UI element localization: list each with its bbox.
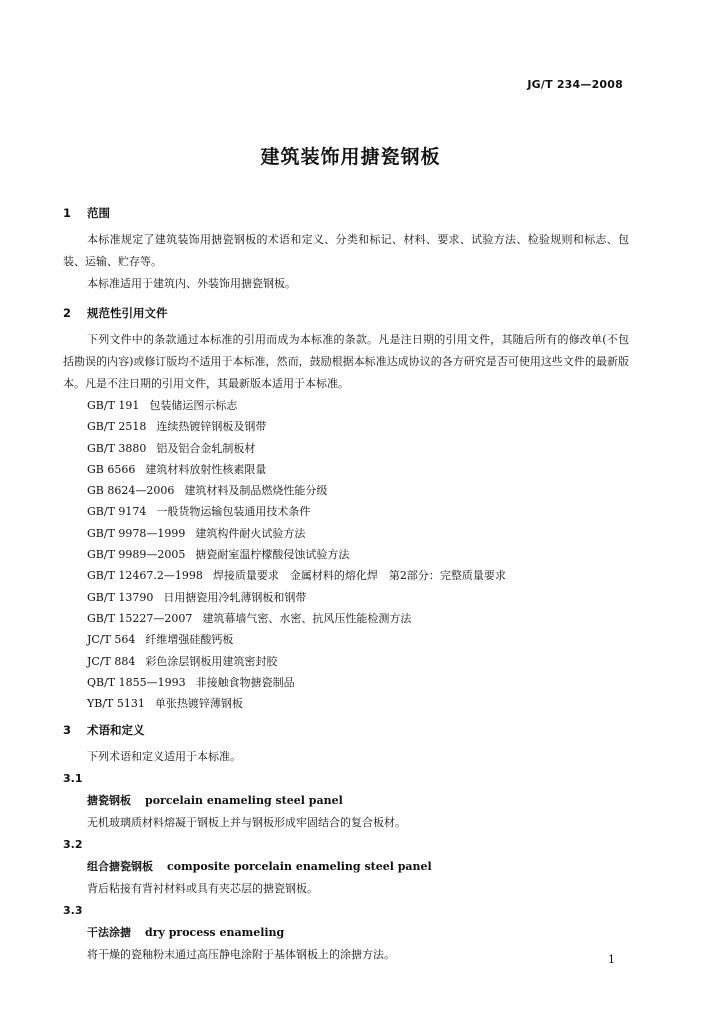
reference-title: 单张热镀锌薄钢板 <box>154 697 243 711</box>
reference-code: GB/T 15227—2007 <box>87 611 193 625</box>
term-english: dry process enameling <box>145 926 285 940</box>
section-2-heading <box>63 303 629 323</box>
reference-item <box>63 501 629 522</box>
reference-title: 包装储运图示标志 <box>149 399 238 412</box>
reference-item <box>63 565 629 586</box>
reference-title: 日用搪瓷用冷轧薄钢板和钢带 <box>163 590 307 604</box>
term-chinese: 干法涂搪 <box>87 926 131 940</box>
reference-code: GB 8624—2006 <box>87 484 175 498</box>
term-names <box>63 790 629 812</box>
reference-title: 铝及铝合金轧制板材 <box>156 441 256 455</box>
reference-code: GB/T 191 <box>87 399 140 412</box>
term-number: 3.3 <box>63 904 83 918</box>
reference-code: GB/T 2518 <box>87 420 147 434</box>
reference-title: 建筑构件耐火试验方法 <box>195 526 306 540</box>
scope-paragraph-2: 本标准适用于建筑内、外装饰用搪瓷钢板。 <box>87 277 296 290</box>
section-number: 2 <box>63 306 72 320</box>
reference-title: 彩色涂层钢板用建筑密封胶 <box>145 654 278 668</box>
term-names <box>63 922 629 944</box>
term-chinese: 组合搪瓷钢板 <box>87 860 153 874</box>
section-title: 范围 <box>87 206 110 220</box>
terms-intro: 下列术语和定义适用于本标准。 <box>87 750 241 764</box>
section-title: 术语和定义 <box>87 723 145 738</box>
reference-code: GB/T 13790 <box>87 590 154 604</box>
reference-item <box>63 693 629 714</box>
reference-code: YB/T 5131 <box>87 697 145 711</box>
reference-item <box>63 480 629 501</box>
reference-code: GB 6566 <box>87 462 136 476</box>
references-intro: 下列文件中的条款通过本标准的引用而成为本标准的条款。凡是注日期的引用文件，其随后所有的修改单(不包括勘误的内容)或修订版均不适用于本标准，然而，鼓励根据本标准达成协议的各方研究是否可使用这些文件的最新版本。凡是不注日期的引用文件，其最新版本适用于本标准。 <box>63 333 629 390</box>
reference-item <box>63 416 629 437</box>
reference-title: 非接触食物搪瓷制品 <box>195 675 295 689</box>
reference-item <box>63 544 629 565</box>
reference-code: JC/T 884 <box>87 654 136 668</box>
term-chinese: 搪瓷钢板 <box>87 794 131 808</box>
reference-item <box>63 651 629 672</box>
reference-item <box>63 523 629 544</box>
section-1-heading <box>63 203 629 223</box>
term-english: porcelain enameling steel panel <box>145 794 343 808</box>
reference-code: GB/T 12467.2—1998 <box>87 569 203 583</box>
reference-code: JC/T 564 <box>87 633 136 647</box>
term-definition: 将干燥的瓷釉粉末通过高压静电涂附于基体钢板上的涂搪方法。 <box>87 948 395 962</box>
section-title: 规范性引用文件 <box>87 306 168 320</box>
reference-code: GB/T 9174 <box>87 505 147 519</box>
term-entry <box>63 834 629 900</box>
document-title: 建筑装饰用搪瓷钢板 <box>260 146 441 168</box>
term-entry <box>63 768 629 834</box>
reference-item <box>63 438 629 459</box>
reference-title: 搪瓷耐室温柠檬酸侵蚀试验方法 <box>195 548 350 562</box>
term-names <box>63 856 629 878</box>
reference-code: GB/T 9989—2005 <box>87 548 186 562</box>
standard-code: JG/T 234—2008 <box>527 78 623 91</box>
term-english: composite porcelain enameling steel panel <box>167 860 432 874</box>
reference-title: 焊接质量要求 金属材料的熔化焊 第2部分：完整质量要求 <box>212 569 506 583</box>
section-3-heading <box>63 720 629 740</box>
section-number: 3 <box>63 723 72 738</box>
reference-item <box>63 587 629 608</box>
reference-title: 建筑材料放射性核素限量 <box>145 462 267 476</box>
reference-code: GB/T 9978—1999 <box>87 526 186 540</box>
reference-code: GB/T 3880 <box>87 441 147 455</box>
reference-item <box>63 672 629 693</box>
reference-item <box>63 459 629 480</box>
reference-title: 建筑幕墙气密、水密、抗风压性能检测方法 <box>202 611 412 625</box>
reference-item <box>63 629 629 650</box>
term-entry <box>63 900 629 966</box>
reference-title: 纤维增强硅酸钙板 <box>145 633 234 647</box>
reference-title: 建筑材料及制品燃烧性能分级 <box>184 484 328 498</box>
page-number: 1 <box>608 953 615 966</box>
section-number: 1 <box>63 206 72 220</box>
reference-title: 一般货物运输包装通用技术条件 <box>156 505 311 519</box>
reference-code: QB/T 1855—1993 <box>87 675 186 689</box>
reference-item <box>63 608 629 629</box>
reference-list <box>63 395 629 714</box>
term-number: 3.1 <box>63 772 83 786</box>
reference-item <box>63 395 629 416</box>
document-body <box>63 203 629 966</box>
term-definition: 背后粘接有背衬材料或具有夹芯层的搪瓷钢板。 <box>87 882 318 896</box>
term-number: 3.2 <box>63 838 83 852</box>
term-definition: 无机玻璃质材料熔凝于钢板上并与钢板形成牢固结合的复合板材。 <box>87 816 406 830</box>
reference-title: 连续热镀锌钢板及钢带 <box>156 420 267 434</box>
scope-paragraph-1: 本标准规定了建筑装饰用搪瓷钢板的术语和定义、分类和标记、材料、要求、试验方法、检验规则和标志、包装、运输、贮存等。 <box>63 233 629 268</box>
